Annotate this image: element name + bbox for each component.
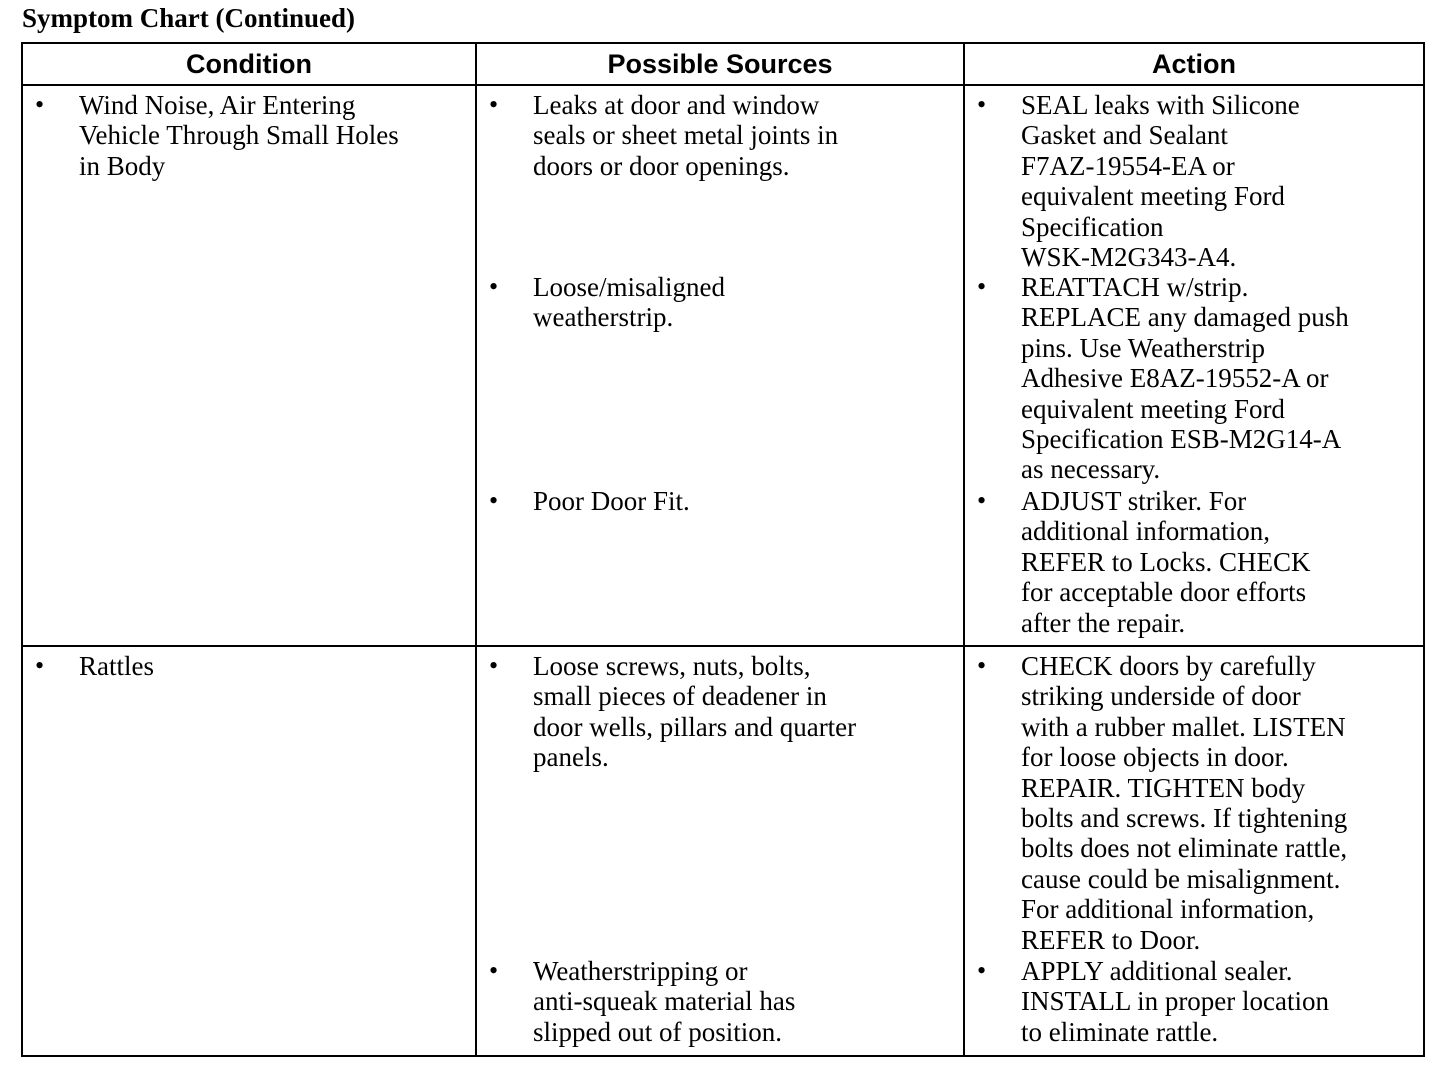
- bullet-icon: •: [977, 272, 987, 301]
- list-item: [477, 272, 959, 333]
- table-header-row: [22, 43, 1424, 85]
- source-text: Poor Door Fit.: [533, 486, 690, 516]
- bullet-icon: •: [489, 486, 499, 515]
- condition-text: Rattles: [79, 651, 154, 681]
- list-item: [965, 272, 1419, 485]
- list-item: [477, 956, 959, 1047]
- condition-text: Wind Noise, Air Entering Vehicle Through Small Holes in Body: [79, 90, 399, 181]
- action-text: SEAL leaks with Silicone Gasket and Sealant F7AZ-19554-EA or equivalent meeting Ford Specification WSK-M2G343-A4.: [1021, 90, 1300, 273]
- bullet-icon: •: [35, 90, 45, 119]
- source-text: Leaks at door and window seals or sheet metal joints in doors or door openings.: [533, 90, 839, 181]
- header-condition: Condition: [22, 43, 476, 85]
- bullet-icon: •: [977, 956, 987, 985]
- bullet-icon: •: [489, 651, 499, 680]
- source-text: Weatherstripping or anti-squeak material has slipped out of position.: [533, 956, 796, 1047]
- symptom-chart-table: [21, 42, 1425, 1057]
- bullet-icon: •: [489, 90, 499, 119]
- list-item: [23, 651, 471, 681]
- header-action: Action: [964, 43, 1424, 85]
- bullet-icon: •: [977, 651, 987, 680]
- list-item: [477, 90, 959, 181]
- sources-cell: [476, 85, 964, 646]
- action-text: ADJUST striker. For additional information, REFER to Locks. CHECK for acceptable door efforts after the repair.: [1021, 486, 1311, 638]
- action-text: APPLY additional sealer. INSTALL in proper location to eliminate rattle.: [1021, 956, 1330, 1047]
- header-possible-sources: Possible Sources: [476, 43, 964, 85]
- action-text: CHECK doors by carefully striking underside of door with a rubber mallet. LISTEN for loose objects in door. REPAIR. TIGHTEN body bolts and screws. If tightening bolts does not eliminate rattle, cause could be misalignment. For additional information, REFER to Door.: [1021, 651, 1348, 955]
- action-text: REATTACH w/strip. REPLACE any damaged push pins. Use Weatherstrip Adhesive E8AZ-19552-A or equivalent meeting Ford Specification ESB-M2G14-A as necessary.: [1021, 272, 1349, 485]
- list-item: [965, 90, 1419, 272]
- condition-cell: [22, 646, 476, 1056]
- list-item: [23, 90, 471, 181]
- list-item: [965, 651, 1419, 955]
- sources-cell: [476, 646, 964, 1056]
- action-cell: [964, 85, 1424, 646]
- page-title: Symptom Chart (Continued): [22, 3, 356, 33]
- source-text: Loose/misaligned weatherstrip.: [533, 272, 725, 333]
- list-item: [477, 486, 959, 516]
- condition-cell: [22, 85, 476, 646]
- bullet-icon: •: [489, 272, 499, 301]
- bullet-icon: •: [489, 956, 499, 985]
- list-item: [965, 486, 1419, 638]
- bullet-icon: •: [35, 651, 45, 680]
- list-item: [965, 956, 1419, 1047]
- table-row: [22, 85, 1424, 646]
- list-item: [477, 651, 959, 773]
- bullet-icon: •: [977, 486, 987, 515]
- table-row: [22, 646, 1424, 1056]
- source-text: Loose screws, nuts, bolts, small pieces of deadener in door wells, pillars and quarter panels.: [533, 651, 857, 773]
- bullet-icon: •: [977, 90, 987, 119]
- action-cell: [964, 646, 1424, 1056]
